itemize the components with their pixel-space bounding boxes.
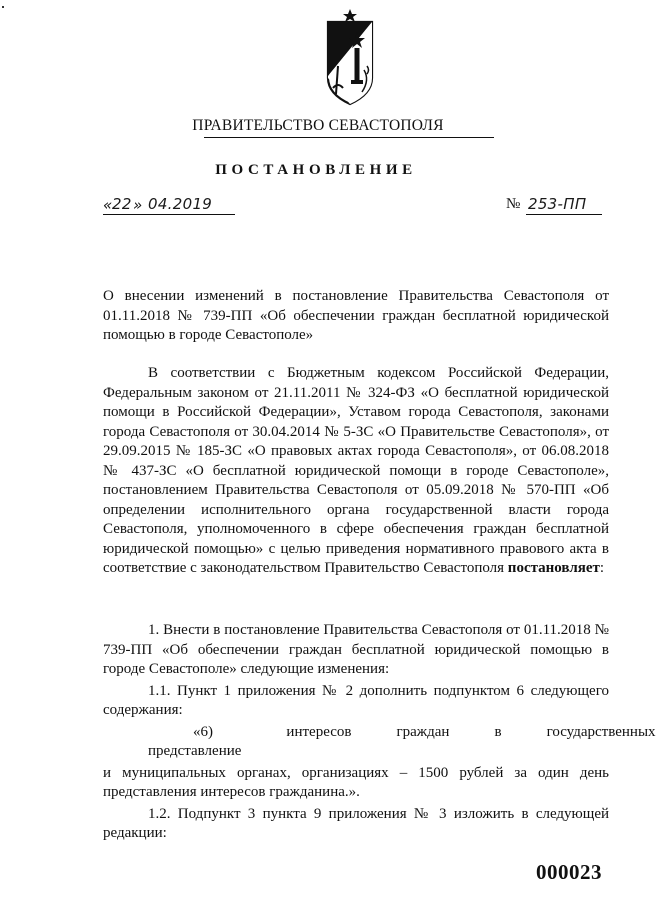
item-1-1: 1.1. Пункт 1 приложения № 2 дополнить подпунктом 6 следующего содержания: xyxy=(103,682,609,718)
scan-speck xyxy=(2,6,4,8)
item-1: 1. Внести в постановление Правительства Севастополя от 01.11.2018 № 739-ПП «Об обеспечении граждан бесплатной юридической помощью в городе Севастополе» следующие изменения: xyxy=(103,622,609,677)
quote-word: интересов xyxy=(286,723,352,740)
document-number xyxy=(506,196,602,216)
number-sign: № xyxy=(506,196,521,212)
document-subject xyxy=(103,287,609,346)
government-title: ПРАВИТЕЛЬСТВО СЕВАСТОПОЛЯ xyxy=(192,117,444,134)
date-underline xyxy=(103,214,235,215)
document-date xyxy=(103,196,238,216)
date-month-year: 04.2019 xyxy=(148,195,213,213)
quote-word: граждан xyxy=(396,723,450,740)
sevastopol-coat-of-arms-icon xyxy=(320,8,380,106)
number-underline xyxy=(526,214,602,215)
quote-word: государственных xyxy=(546,723,656,740)
document-type: ПОСТАНОВЛЕНИЕ xyxy=(215,162,417,178)
date-day: 22 xyxy=(112,195,132,213)
title-rule xyxy=(204,137,494,138)
decree-colon: : xyxy=(599,560,605,576)
preamble-text: В соответствии с Бюджетным кодексом Российской Федерации, Федеральным законом от 21.11.2011 № 324-ФЗ «О бесплатной юридической помощи в Российской Федерации», Уставом города Севастополя, законами города Севастополя от 30.04.2014 № 5-ЗС «О Правительстве Севастополя», от 29.09.2015 № 185-ЗС «О правовых актах города Севастополя», от 06.08.2018 № 437-ЗС «О бесплатной юридической помощи в городе Севастополе», постановлением Правительства Севастополя от 05.09.2018 № 570-ПП «Об определении исполнительного органа государственной власти города Севастополя, уполномоченного в сфере обеспечения граждан бесплатной юридической помощью» с целью приведения нормативного правового акта в соответствие с законодательством Правительство Севастополя xyxy=(103,365,609,576)
item-1-2: 1.2. Подпункт 3 пункта 9 приложения № 3 изложить в следующей редакции: xyxy=(103,805,609,841)
date-quote-open: « xyxy=(103,196,113,214)
preamble xyxy=(103,364,609,579)
date-quote-close: » xyxy=(133,196,143,214)
quote-word: «6) представление xyxy=(148,723,242,759)
subject-text: О внесении изменений в постановление Правительства Севастополя от 01.11.2018 № 739-ПП «Об обеспечении граждан бесплатной юридической помощью в городе Севастополе» xyxy=(103,288,609,343)
item-1-1-quote-rest: и муниципальных органах, организациях – 1500 рублей за один день представления интересов гражданина.». xyxy=(103,764,609,800)
amendments xyxy=(103,621,656,846)
preamble-paragraph xyxy=(103,364,609,579)
decree-word: постановляет xyxy=(507,560,600,576)
number-value: 253-ПП xyxy=(528,195,587,213)
quote-word: в xyxy=(494,723,502,740)
item-1-1-quote-first-line xyxy=(103,723,656,762)
serial-number: 000023 xyxy=(536,860,602,884)
